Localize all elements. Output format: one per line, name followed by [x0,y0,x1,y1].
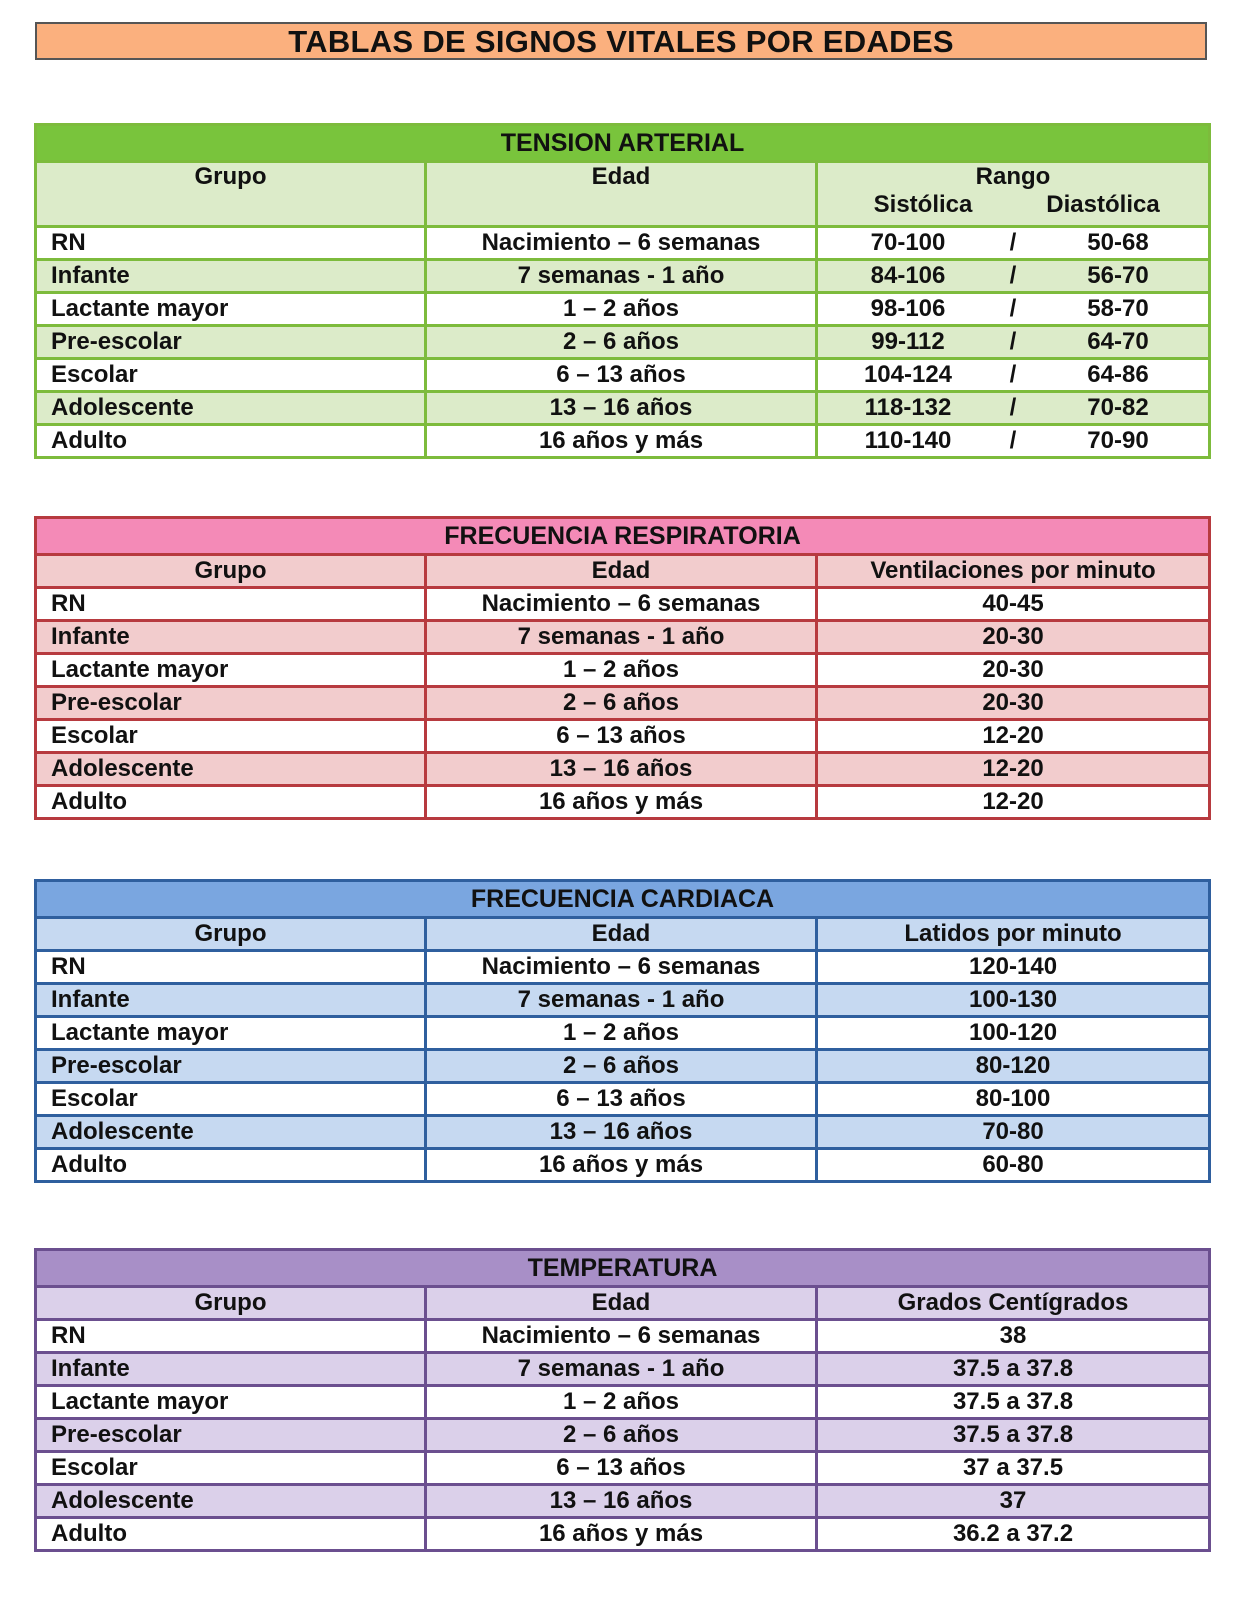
diastolic-value: 64-86 [1087,361,1149,388]
age-cell: Nacimiento – 6 semanas [426,588,817,621]
heart-rate-table [34,879,1211,1183]
table-row [36,260,1210,293]
group-cell: Lactante mayor [36,293,426,326]
age-cell: Nacimiento – 6 semanas [426,951,817,984]
age-cell: 2 – 6 años [426,326,817,359]
table-row [36,621,1210,654]
group-cell: Pre-escolar [36,687,426,720]
table-title: FRECUENCIA RESPIRATORIA [36,518,1210,555]
range-separator: / [1009,328,1017,355]
range-cell [817,392,1210,425]
group-cell: Adolescente [36,392,426,425]
column-header-value: Grados Centígrados [817,1287,1210,1320]
value-cell: 100-130 [817,984,1210,1017]
group-cell: Infante [36,984,426,1017]
age-cell: Nacimiento – 6 semanas [426,227,817,260]
table-row [36,1419,1210,1452]
column-header-group: Grupo [36,555,426,588]
table-row [36,293,1210,326]
table-row [36,1485,1210,1518]
table-row [36,392,1210,425]
column-header-group: Grupo [36,1287,426,1320]
table-row [36,1320,1210,1353]
range-label: Rango [975,163,1051,190]
diastolic-value: 50-68 [1087,229,1149,256]
group-cell: RN [36,227,426,260]
diastolic-value: 70-82 [1087,394,1149,421]
systolic-label: Sistólica [873,191,973,218]
diastolic-value: 70-90 [1087,427,1149,454]
group-cell: Escolar [36,359,426,392]
group-cell: Pre-escolar [36,326,426,359]
column-header-group: Grupo [36,162,426,227]
age-cell: 16 años y más [426,425,817,458]
range-cell [817,326,1210,359]
group-cell: Adulto [36,786,426,819]
diastolic-label: Diastólica [1046,191,1160,218]
column-header-age: Edad [426,555,817,588]
group-cell: RN [36,951,426,984]
age-cell: 2 – 6 años [426,1050,817,1083]
range-cell [817,227,1210,260]
value-cell: 120-140 [817,951,1210,984]
group-cell: Adulto [36,1518,426,1551]
blood-pressure-table [34,123,1211,459]
value-cell: 37.5 a 37.8 [817,1353,1210,1386]
age-cell: 7 semanas - 1 año [426,984,817,1017]
age-cell: 7 semanas - 1 año [426,260,817,293]
systolic-value: 99-112 [871,328,945,355]
value-cell: 12-20 [817,720,1210,753]
value-cell: 20-30 [817,654,1210,687]
systolic-value: 104-124 [863,361,953,388]
systolic-value: 84-106 [870,262,946,289]
table-row [36,1149,1210,1182]
value-cell: 20-30 [817,621,1210,654]
age-cell: 13 – 16 años [426,392,817,425]
group-cell: Pre-escolar [36,1419,426,1452]
systolic-value: 98-106 [870,295,946,322]
group-cell: Infante [36,621,426,654]
group-cell: Lactante mayor [36,654,426,687]
table-row [36,1116,1210,1149]
age-cell: 2 – 6 años [426,1419,817,1452]
value-cell: 20-30 [817,687,1210,720]
table-row [36,227,1210,260]
group-cell: Escolar [36,720,426,753]
column-header-value: Ventilaciones por minuto [817,555,1210,588]
age-cell: 16 años y más [426,1149,817,1182]
age-cell: 16 años y más [426,1518,817,1551]
group-cell: Adolescente [36,1116,426,1149]
table-row [36,588,1210,621]
range-separator: / [1009,262,1017,289]
page-title: TABLAS DE SIGNOS VITALES POR EDADES [35,22,1207,60]
age-cell: 6 – 13 años [426,1452,817,1485]
table-title: TEMPERATURA [36,1250,1210,1287]
value-cell: 100-120 [817,1017,1210,1050]
group-cell: RN [36,1320,426,1353]
age-cell: 13 – 16 años [426,1485,817,1518]
value-cell: 70-80 [817,1116,1210,1149]
value-cell: 38 [817,1320,1210,1353]
age-cell: 1 – 2 años [426,654,817,687]
range-separator: / [1009,427,1017,454]
table-row [36,720,1210,753]
column-header-group: Grupo [36,918,426,951]
age-cell: 16 años y más [426,786,817,819]
table-row [36,326,1210,359]
range-cell [817,293,1210,326]
temperature-table [34,1248,1211,1552]
range-separator: / [1009,229,1017,256]
group-cell: Infante [36,1353,426,1386]
group-cell: Adulto [36,1149,426,1182]
table-row [36,654,1210,687]
value-cell: 37.5 a 37.8 [817,1419,1210,1452]
age-cell: 6 – 13 años [426,359,817,392]
value-cell: 40-45 [817,588,1210,621]
group-cell: Lactante mayor [36,1017,426,1050]
value-cell: 80-100 [817,1083,1210,1116]
column-header-age: Edad [426,162,817,227]
table-row [36,425,1210,458]
age-cell: 1 – 2 años [426,1386,817,1419]
systolic-value: 118-132 [864,394,952,421]
table-row [36,951,1210,984]
table-row [36,1452,1210,1485]
value-cell: 12-20 [817,786,1210,819]
value-cell: 12-20 [817,753,1210,786]
systolic-value: 70-100 [870,229,946,256]
group-cell: Adolescente [36,1485,426,1518]
age-cell: Nacimiento – 6 semanas [426,1320,817,1353]
value-cell: 80-120 [817,1050,1210,1083]
column-header-range [817,162,1210,227]
range-separator: / [1009,295,1017,322]
table-title: FRECUENCIA CARDIACA [36,881,1210,918]
table-row [36,359,1210,392]
age-cell: 7 semanas - 1 año [426,621,817,654]
table-row [36,1017,1210,1050]
table-row [36,1050,1210,1083]
age-cell: 13 – 16 años [426,1116,817,1149]
value-cell: 37 [817,1485,1210,1518]
age-cell: 6 – 13 años [426,1083,817,1116]
value-cell: 60-80 [817,1149,1210,1182]
age-cell: 6 – 13 años [426,720,817,753]
range-cell [817,260,1210,293]
value-cell: 36.2 a 37.2 [817,1518,1210,1551]
diastolic-value: 56-70 [1087,262,1149,289]
group-cell: Pre-escolar [36,1050,426,1083]
group-cell: Lactante mayor [36,1386,426,1419]
range-cell [817,359,1210,392]
value-cell: 37 a 37.5 [817,1452,1210,1485]
respiratory-rate-table [34,516,1211,820]
age-cell: 2 – 6 años [426,687,817,720]
age-cell: 1 – 2 años [426,293,817,326]
range-separator: / [1009,394,1017,421]
table-row [36,984,1210,1017]
group-cell: Escolar [36,1452,426,1485]
table-row [36,1518,1210,1551]
age-cell: 13 – 16 años [426,753,817,786]
table-row [36,786,1210,819]
group-cell: Escolar [36,1083,426,1116]
group-cell: Adolescente [36,753,426,786]
column-header-age: Edad [426,918,817,951]
group-cell: RN [36,588,426,621]
group-cell: Adulto [36,425,426,458]
age-cell: 1 – 2 años [426,1017,817,1050]
table-row [36,1353,1210,1386]
table-title: TENSION ARTERIAL [36,125,1210,162]
column-header-value: Latidos por minuto [817,918,1210,951]
table-row [36,753,1210,786]
table-row [36,1386,1210,1419]
range-cell [817,425,1210,458]
diastolic-value: 64-70 [1087,328,1149,355]
age-cell: 7 semanas - 1 año [426,1353,817,1386]
value-cell: 37.5 a 37.8 [817,1386,1210,1419]
column-header-age: Edad [426,1287,817,1320]
systolic-value: 110-140 [864,427,952,454]
table-row [36,1083,1210,1116]
table-row [36,687,1210,720]
range-separator: / [1009,361,1017,388]
group-cell: Infante [36,260,426,293]
diastolic-value: 58-70 [1087,295,1149,322]
